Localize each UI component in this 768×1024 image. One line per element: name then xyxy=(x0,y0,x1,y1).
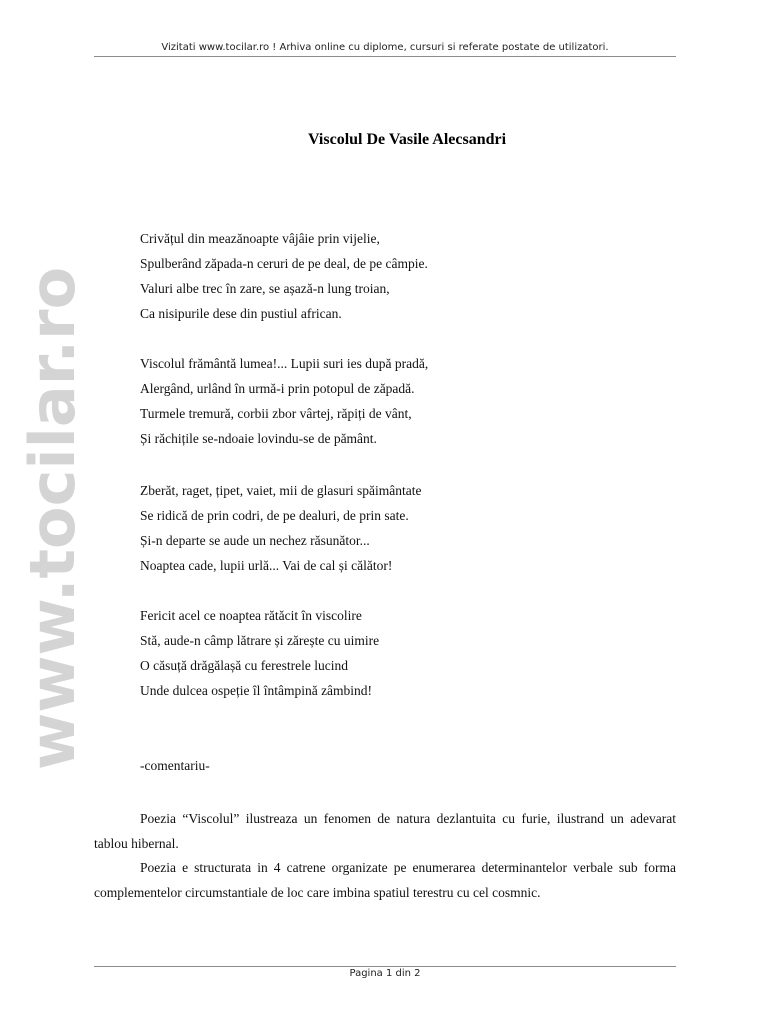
watermark: www.tocilar.ro xyxy=(16,266,89,770)
stanza-4 xyxy=(140,603,379,703)
verse-line: Valuri albe trec în zare, se așază-n lung troian, xyxy=(140,281,390,296)
verse-line: Și răchițile se-ndoaie lovindu-se de pământ. xyxy=(140,431,377,446)
stanza-2 xyxy=(140,351,428,451)
verse-line: Se ridică de prin codri, de pe dealuri, de prin sate. xyxy=(140,508,409,523)
verse-line: Fericit acel ce noaptea rătăcit în viscolire xyxy=(140,608,362,623)
verse-line: Turmele tremură, corbii zbor vârtej, răpiți de vânt, xyxy=(140,406,412,421)
comment-heading: -comentariu- xyxy=(140,758,210,773)
verse-line: O căsuță drăgălașă cu ferestrele lucind xyxy=(140,658,349,673)
footer-divider xyxy=(94,966,676,967)
verse-line: Zberăt, raget, țipet, vaiet, mii de glasuri spăimântate xyxy=(140,483,422,498)
page-footer: Pagina 1 din 2 xyxy=(349,968,421,979)
verse-line: Viscolul frământă lumea!... Lupii suri ies după pradă, xyxy=(140,356,429,371)
verse-line: Spulberând zăpada-n ceruri de pe deal, de pe câmpie. xyxy=(140,256,428,271)
verse-line: Crivățul din meazănoapte vâjâie prin vijelie, xyxy=(140,231,380,246)
verse-line: Și-n departe se aude un nechez răsunător... xyxy=(140,533,370,548)
paragraph: Poezia “Viscolul” ilustreaza un fenomen de natura dezlantuita cu furie, ilustrand un adevarat tablou hibernal. xyxy=(94,811,676,851)
page-header: Vizitati www.tocilar.ro ! Arhiva online cu diplome, cursuri si referate postate de utilizatori. xyxy=(161,42,609,53)
stanza-1 xyxy=(140,226,428,326)
verse-line: Alergând, urlând în urmă-i prin potopul de zăpadă. xyxy=(140,381,415,396)
stanza-3 xyxy=(140,478,422,578)
paragraph: Poezia e structurata in 4 catrene organizate pe enumerarea determinantelor verbale sub forma complementelor circumstantiale de loc care imbina spatiul terestru cu cel cosmnic. xyxy=(94,860,676,900)
verse-line: Noaptea cade, lupii urlă... Vai de cal și călător! xyxy=(140,558,393,573)
header-divider xyxy=(94,56,676,57)
poem-title: Viscolul De Vasile Alecsandri xyxy=(307,131,507,148)
verse-line: Ca nisipurile dese din pustiul african. xyxy=(140,306,342,321)
verse-line: Unde dulcea ospeție îl întâmpină zâmbind! xyxy=(140,683,373,698)
verse-line: Stă, aude-n câmp lătrare și zărește cu uimire xyxy=(140,633,380,648)
